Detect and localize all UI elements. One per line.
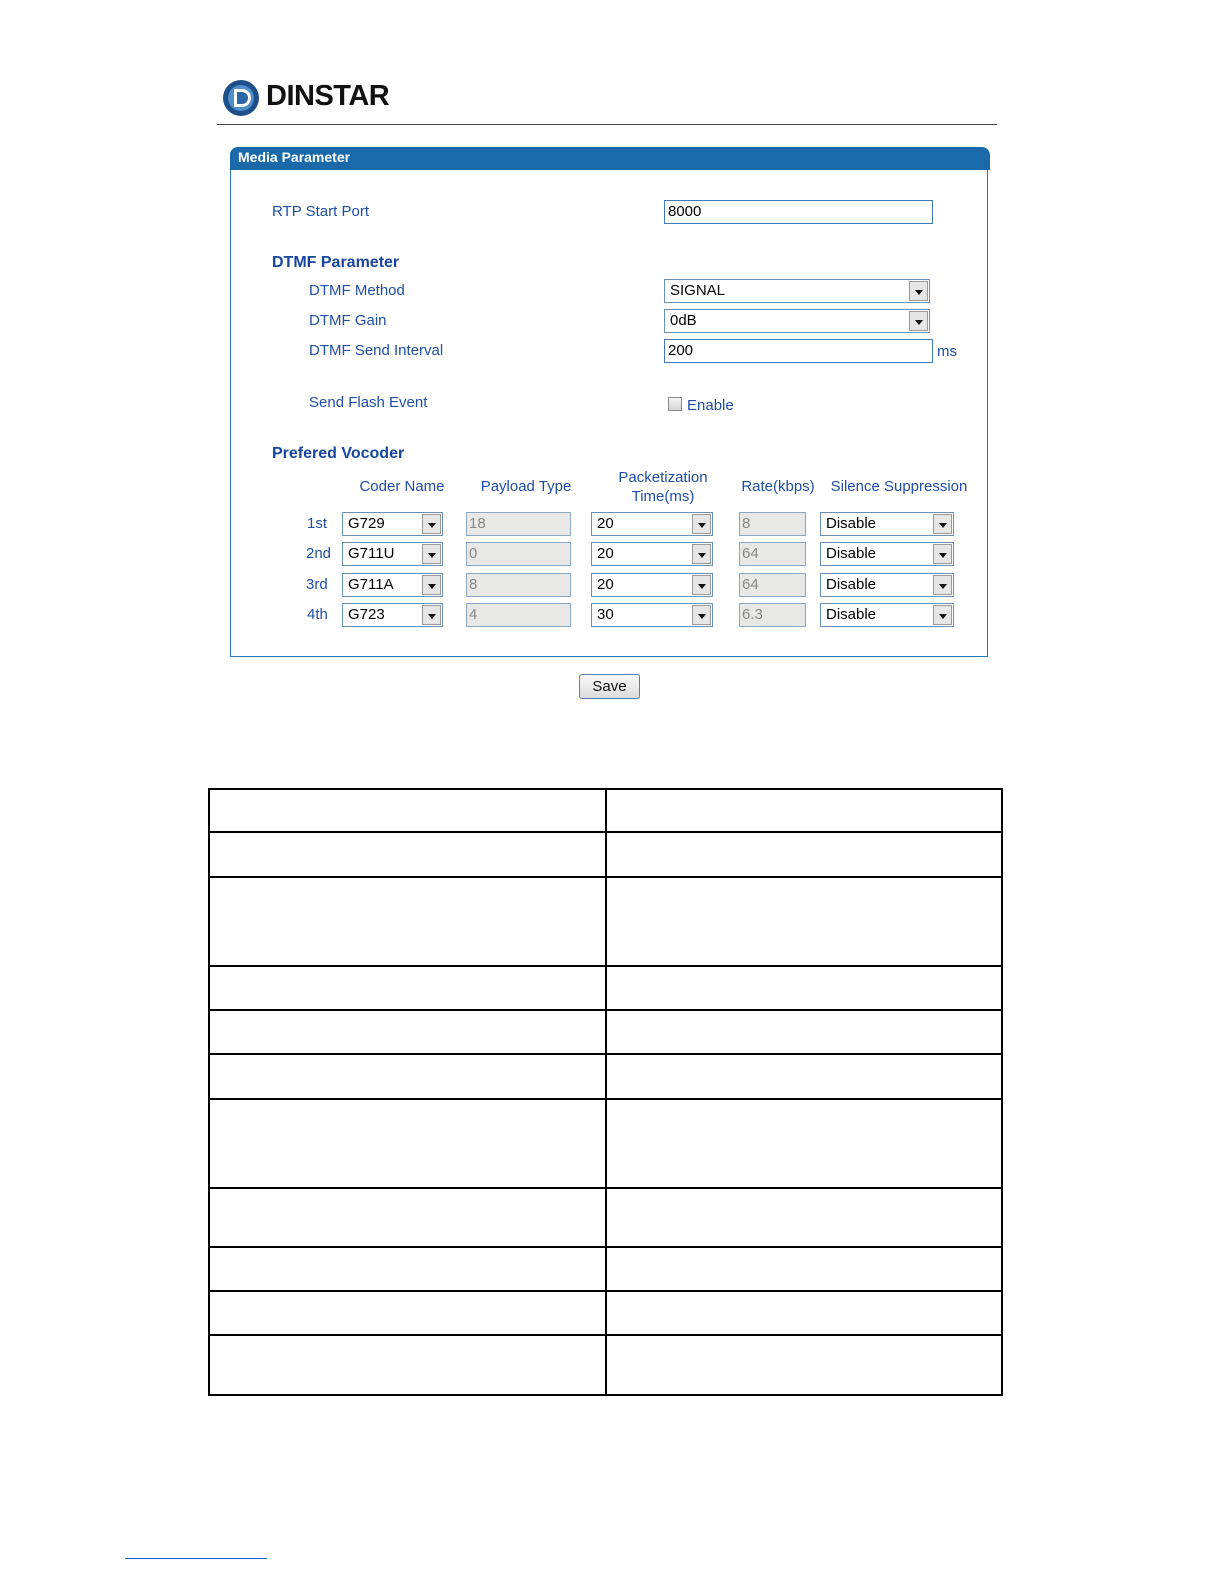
payload-type-field: 0 — [466, 542, 571, 566]
enable-flash-label: Enable — [687, 397, 734, 414]
table-row-divider — [208, 1334, 1003, 1336]
silence-suppression-select[interactable] — [820, 573, 954, 597]
table-row-divider — [208, 1290, 1003, 1292]
chevron-down-icon[interactable] — [692, 544, 711, 564]
rate-field: 64 — [739, 542, 806, 566]
coder-name-select[interactable] — [342, 512, 443, 536]
dtmf-method-select[interactable] — [664, 279, 930, 303]
silence-suppression-select[interactable] — [820, 512, 954, 536]
table-row-divider — [208, 876, 1003, 878]
dtmf-method-value: SIGNAL — [670, 282, 726, 299]
brand-name: DINSTAR — [266, 80, 390, 112]
chevron-down-icon[interactable] — [933, 575, 952, 595]
silence-suppression-select[interactable] — [820, 542, 954, 566]
rtp-start-port-label: RTP Start Port — [272, 203, 369, 220]
chevron-down-icon[interactable] — [422, 575, 441, 595]
coder-name-value: G729 — [348, 515, 385, 532]
table-row-divider — [208, 831, 1003, 833]
coder-name-select[interactable] — [342, 573, 443, 597]
save-button[interactable]: Save — [579, 674, 640, 699]
footer-link-underline[interactable] — [125, 1558, 267, 1559]
chevron-down-icon[interactable] — [692, 514, 711, 534]
coder-name-value: G723 — [348, 606, 385, 623]
dtmf-section-title: DTMF Parameter — [272, 254, 400, 271]
dtmf-send-interval-label: DTMF Send Interval — [309, 342, 444, 359]
chevron-down-icon[interactable] — [422, 605, 441, 625]
table-column-divider — [605, 788, 607, 1396]
chevron-down-icon[interactable] — [909, 311, 928, 331]
payload-type-field: 8 — [466, 573, 571, 597]
chevron-down-icon[interactable] — [933, 605, 952, 625]
dtmf-gain-value: 0dB — [670, 312, 697, 329]
packetization-select[interactable] — [591, 542, 713, 566]
table-row-divider — [208, 1053, 1003, 1055]
rate-header: Rate(kbps) — [741, 478, 815, 495]
dtmf-interval-unit: ms — [937, 343, 957, 360]
coder-name-value: G711U — [348, 545, 395, 562]
chevron-down-icon[interactable] — [692, 575, 711, 595]
dtmf-method-label: DTMF Method — [309, 282, 405, 299]
row-order: 3rd — [306, 576, 328, 593]
packetization-select[interactable] — [591, 603, 713, 627]
packetization-value: 20 — [597, 576, 614, 593]
vocoder-section-title: Prefered Vocoder — [272, 445, 405, 462]
dtmf-gain-label: DTMF Gain — [309, 312, 387, 329]
rate-field: 8 — [739, 512, 806, 536]
coder-name-value: G711A — [348, 576, 394, 593]
packetization-select[interactable] — [591, 573, 713, 597]
row-order: 4th — [307, 606, 328, 623]
packetization-value: 20 — [597, 545, 614, 562]
rate-field: 64 — [739, 573, 806, 597]
silence-suppression-select[interactable] — [820, 603, 954, 627]
packetization-time-header: Time(ms) — [631, 488, 695, 505]
row-order: 2nd — [306, 545, 332, 562]
dinstar-logo-icon — [222, 79, 260, 117]
packetization-value: 20 — [597, 515, 614, 532]
send-flash-event-label: Send Flash Event — [309, 394, 428, 411]
payload-type-field: 18 — [466, 512, 571, 536]
silence-suppression-value: Disable — [826, 515, 877, 532]
rtp-start-port-input[interactable]: 8000 — [664, 200, 933, 224]
table-row-divider — [208, 1246, 1003, 1248]
rate-field: 6.3 — [739, 603, 806, 627]
payload-type-header: Payload Type — [480, 478, 572, 495]
row-order: 1st — [307, 515, 328, 532]
header-divider — [217, 124, 997, 125]
table-row-divider — [208, 965, 1003, 967]
table-row-divider — [208, 1187, 1003, 1189]
silence-suppression-header: Silence Suppression — [830, 478, 968, 495]
chevron-down-icon[interactable] — [422, 514, 441, 534]
chevron-down-icon[interactable] — [933, 514, 952, 534]
packetization-value: 30 — [597, 606, 614, 623]
packetization-select[interactable] — [591, 512, 713, 536]
silence-suppression-value: Disable — [826, 606, 877, 623]
chevron-down-icon[interactable] — [933, 544, 952, 564]
silence-suppression-value: Disable — [826, 576, 877, 593]
panel-title: Media Parameter — [238, 149, 351, 165]
enable-flash-checkbox[interactable] — [668, 397, 682, 411]
coder-name-header: Coder Name — [359, 478, 445, 495]
dtmf-send-interval-input[interactable]: 200 — [664, 339, 933, 363]
chevron-down-icon[interactable] — [692, 605, 711, 625]
coder-name-select[interactable] — [342, 603, 443, 627]
payload-type-field: 4 — [466, 603, 571, 627]
table-row-divider — [208, 1098, 1003, 1100]
packetization-header: Packetization — [618, 469, 708, 486]
chevron-down-icon[interactable] — [422, 544, 441, 564]
silence-suppression-value: Disable — [826, 545, 877, 562]
dtmf-gain-select[interactable] — [664, 309, 930, 333]
coder-name-select[interactable] — [342, 542, 443, 566]
table-row-divider — [208, 1009, 1003, 1011]
chevron-down-icon[interactable] — [909, 281, 928, 301]
